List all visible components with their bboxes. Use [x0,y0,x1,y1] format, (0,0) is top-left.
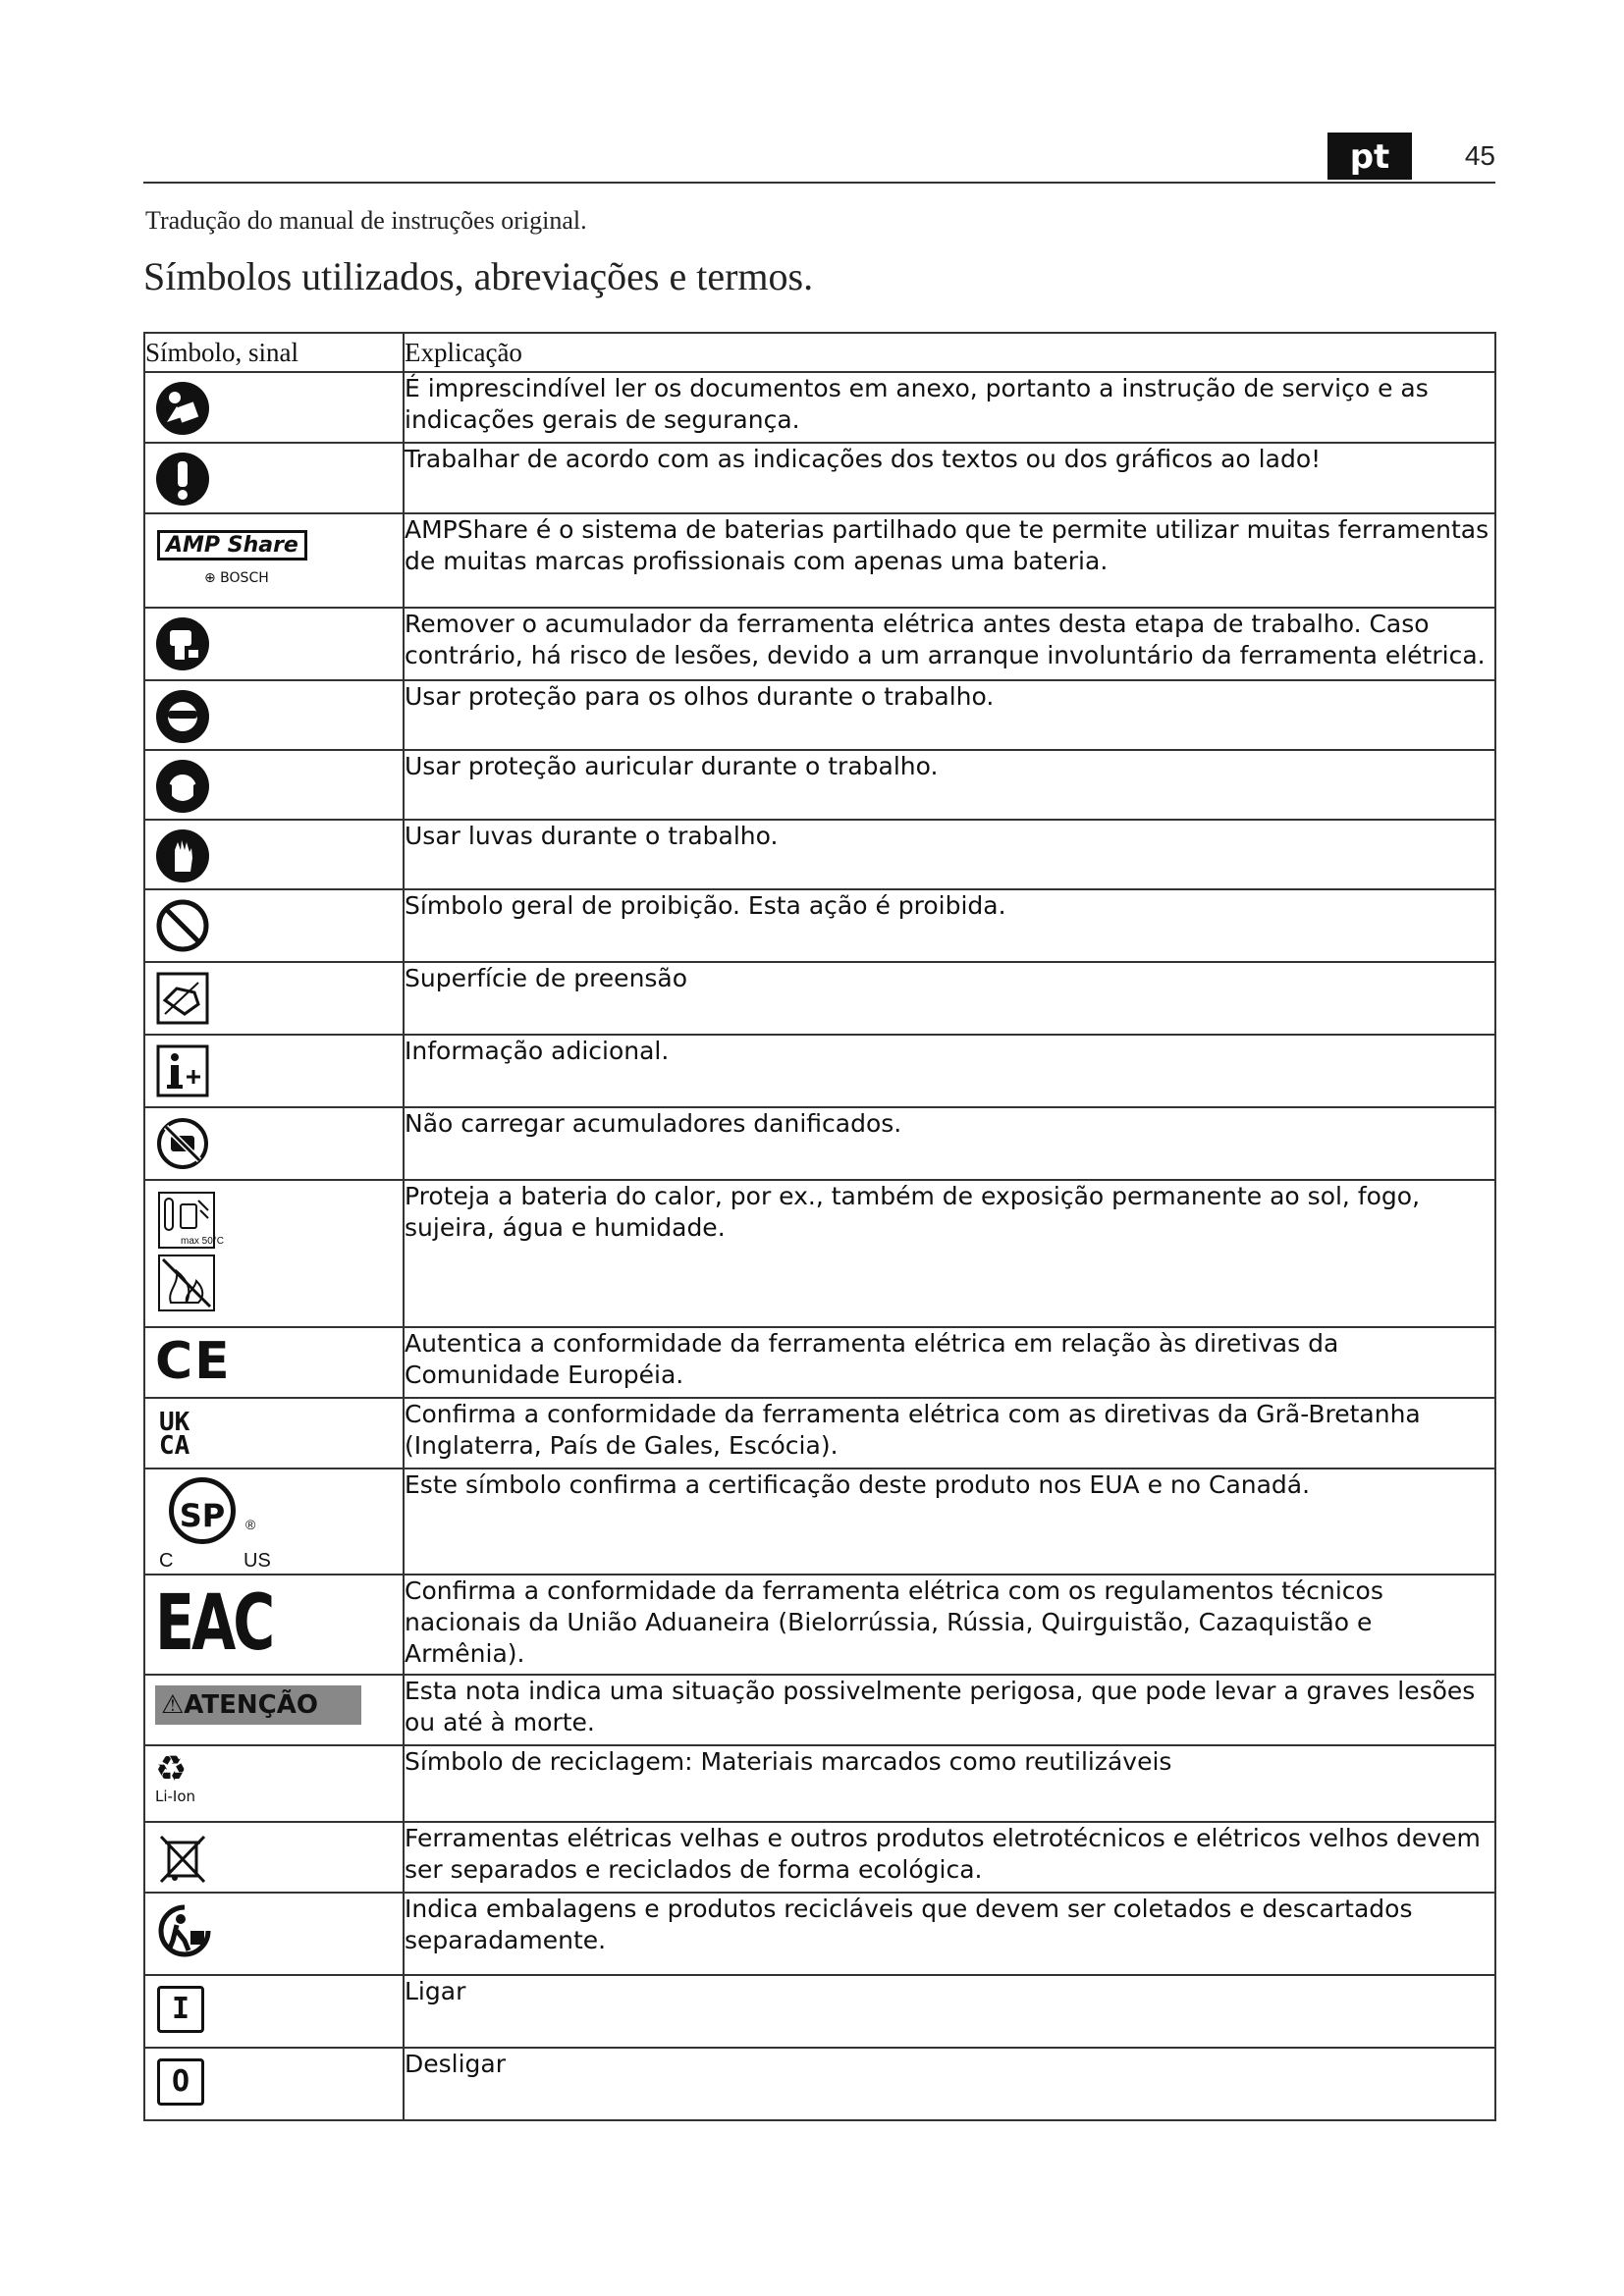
csa-logo: SP [169,1477,236,1544]
row-explanation: Indica embalagens e produtos recicláveis que devem ser coletados e descartados separadamente. [404,1893,1495,1975]
table-row [144,1893,1495,1975]
table-row [144,1327,1495,1398]
document-subtitle: Tradução do manual de instruções original. [145,206,587,235]
separate-collection-icon [155,1901,214,1960]
table-row [144,962,1495,1035]
table-row [144,680,1495,750]
grip-surface-icon [155,971,210,1026]
page-number: 45 [1464,140,1495,171]
column-header-symbol: Símbolo, sinal [144,333,404,372]
ampshare-logo-icon [157,530,403,586]
table-row [144,820,1495,889]
table-row [144,1675,1495,1745]
row-explanation: É imprescindível ler os documentos em anexo, portanto a instrução de serviço e as indicações gerais de segurança. [404,372,1495,443]
table-row [144,372,1495,443]
weee-bin-icon [155,1831,210,1886]
row-explanation: Informação adicional. [404,1035,1495,1107]
row-explanation: Trabalhar de acordo com as indicações dos textos ou dos gráficos ao lado! [404,443,1495,513]
amp-label: AMP [166,533,221,558]
no-charge-damaged-icon [155,1116,210,1171]
share-label: Share [227,533,298,558]
row-explanation: Não carregar acumuladores danificados. [404,1107,1495,1180]
row-explanation: Superfície de preensão [404,962,1495,1035]
table-row [144,1035,1495,1107]
page-header [143,133,1495,184]
row-explanation: Ligar [404,1975,1495,2048]
ca-label: CA [159,1431,190,1461]
ukca-mark-icon [159,1408,403,1461]
row-explanation: Confirma a conformidade da ferramenta elétrica com as diretivas da Grã-Bretanha (Inglaterra, País de Gales, Escócia). [404,1398,1495,1468]
switch-on-icon: I [157,1986,204,2033]
atencao-warning-icon: ⚠ATENÇÃO [155,1685,361,1725]
row-explanation: Símbolo geral de proibição. Esta ação é proibida. [404,889,1495,962]
recycling-li-ion-icon [155,1749,403,1805]
table-row [144,2048,1495,2120]
table-row [144,608,1495,680]
row-explanation: Proteja a bateria do calor, por ex., também de exposição permanente ao sol, fogo, sujeira, água e humidade. [404,1180,1495,1327]
row-explanation: Este símbolo confirma a certificação deste produto nos EUA e no Canadá. [404,1468,1495,1575]
csa-us-label: US [244,1550,271,1572]
row-explanation: Usar proteção auricular durante o trabalho. [404,750,1495,820]
table-row [144,1107,1495,1180]
recycle-arrows-icon: ♻ [155,1749,188,1789]
remove-battery-icon [155,616,210,671]
csa-c-label: C [159,1550,174,1572]
row-explanation: Autentica a conformidade da ferramenta elétrica em relação às diretivas da Comunidade Européia. [404,1327,1495,1398]
row-explanation: Usar proteção para os olhos durante o trabalho. [404,680,1495,750]
table-row [144,1745,1495,1822]
row-explanation: Usar luvas durante o trabalho. [404,820,1495,889]
table-row [144,443,1495,513]
table-row [144,1398,1495,1468]
switch-off-icon: O [157,2058,204,2106]
csa-mark-icon [157,1475,275,1570]
bosch-label: ⊕ BOSCH [204,570,269,586]
eye-protection-icon [155,689,210,744]
table-row [144,1468,1495,1575]
row-explanation: Remover o acumulador da ferramenta elétrica antes desta etapa de trabalho. Caso contrário, há risco de lesões, devido a um arranque involuntário da ferramenta elétrica. [404,608,1495,680]
table-row [144,1180,1495,1327]
page-title: Símbolos utilizados, abreviações e termos. [143,254,814,298]
table-row [144,1822,1495,1893]
table-row [144,750,1495,820]
eac-mark-icon: EAC [155,1579,273,1668]
registered-mark: ® [245,1517,256,1532]
read-manual-icon [155,381,210,436]
language-badge: pt [1327,133,1412,180]
row-explanation: Desligar [404,2048,1495,2120]
symbols-table [143,332,1496,2121]
protect-heat-icon [157,1191,403,1312]
ce-mark-icon: CE [155,1332,232,1391]
column-header-explanation: Explicação [404,333,1495,372]
row-explanation: Confirma a conformidade da ferramenta elétrica com os regulamentos técnicos nacionais da União Aduaneira (Bielorrússia, Rússia, Quirguistão, Cazaquistão e Armênia). [404,1575,1495,1675]
row-explanation: Esta nota indica uma situação possivelmente perigosa, que pode levar a graves lesões ou até à morte. [404,1675,1495,1745]
info-plus-icon [155,1043,210,1098]
table-row [144,1575,1495,1675]
row-explanation: Símbolo de reciclagem: Materiais marcados como reutilizáveis [404,1745,1495,1822]
table-header-row [144,333,1495,372]
table-row [144,513,1495,608]
max-temp-label: max 50°C [181,1236,225,1247]
warning-exclamation-icon [155,452,210,507]
row-explanation: AMPShare é o sistema de baterias partilhado que te permite utilizar muitas ferramentas de muitas marcas profissionais com apenas uma bateria. [404,513,1495,608]
gloves-icon [155,828,210,883]
table-row [144,1975,1495,2048]
row-explanation: Ferramentas elétricas velhas e outros produtos eletrotécnicos e elétricos velhos devem ser separados e reciclados de forma ecológica. [404,1822,1495,1893]
table-row [144,889,1495,962]
uk-label: UK [159,1408,190,1437]
ear-protection-icon [155,759,210,814]
li-ion-label: Li-Ion [155,1788,196,1805]
prohibition-icon [155,898,210,953]
